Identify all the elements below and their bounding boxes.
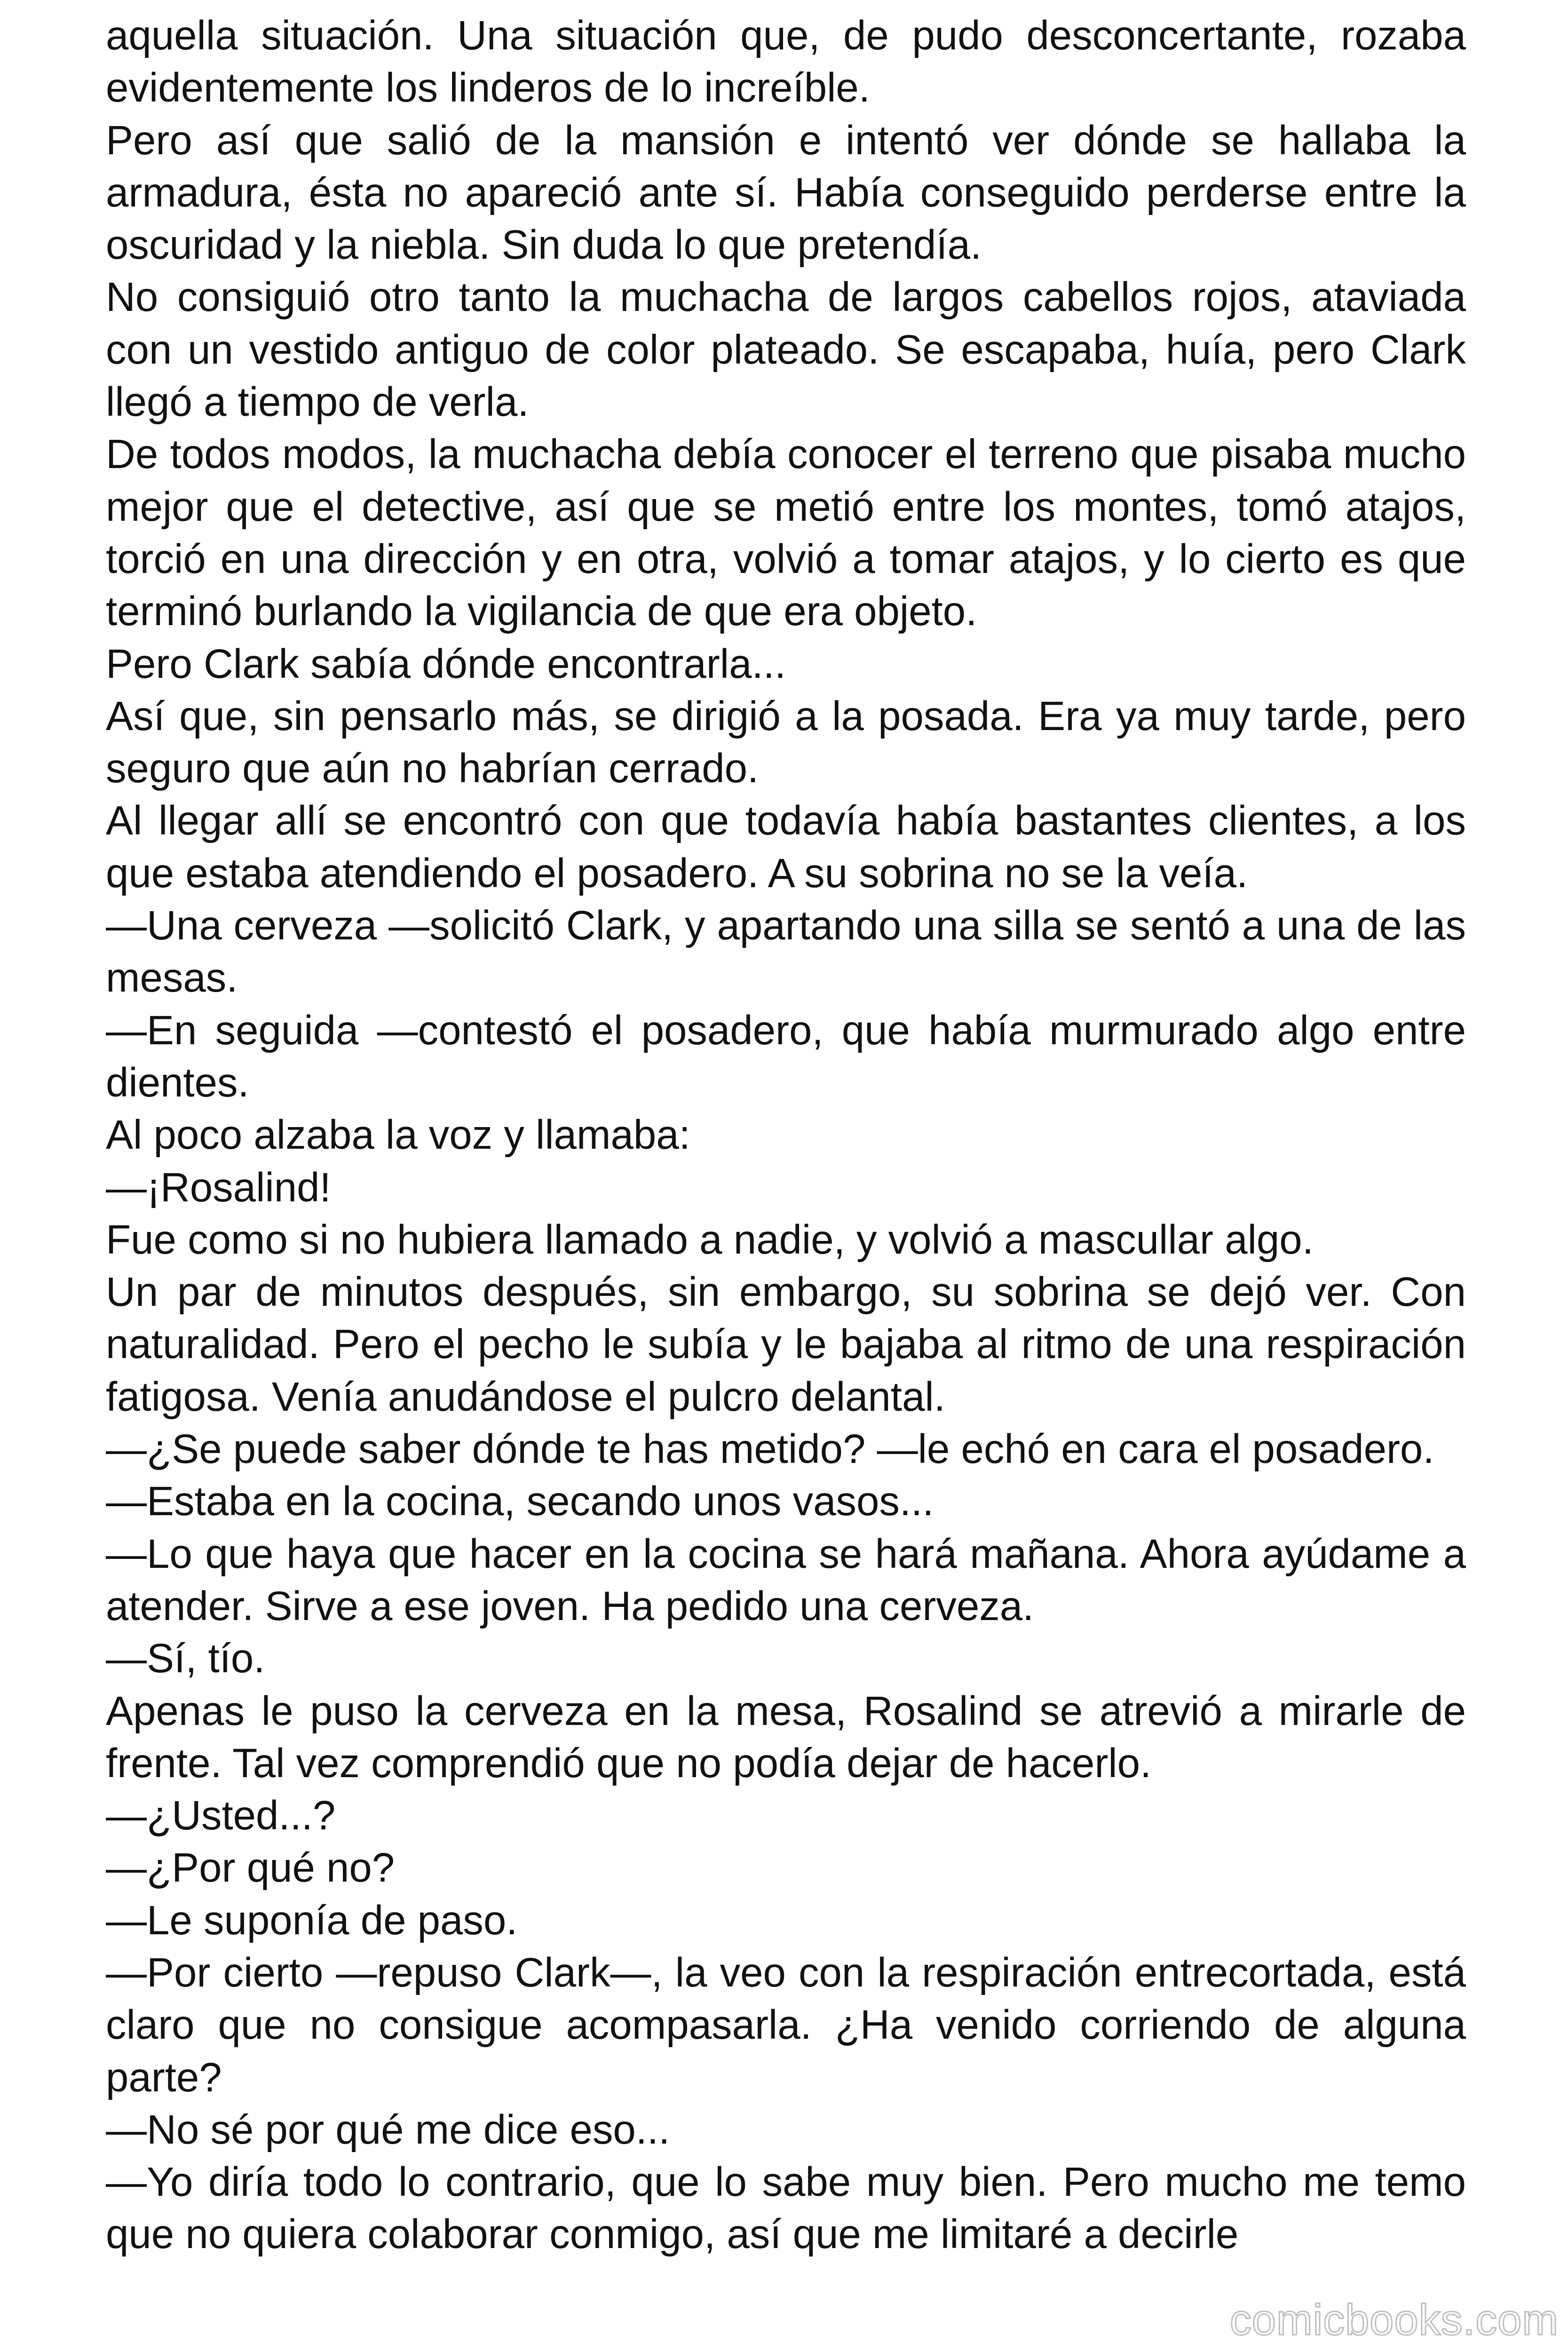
dialogue-line: —¿Por qué no? bbox=[106, 1845, 395, 1891]
paragraph: aquella situación. Una situación que, de pudo desconcertante, rozaba evidentemente los linderos de lo increíble. bbox=[106, 13, 1466, 111]
paragraph: Apenas le puso la cerveza en la mesa, Rosalind se atrevió a mirarle de frente. Tal vez comprendió que no podía dejar de hacerlo. bbox=[106, 1688, 1466, 1786]
dialogue-line: —¿Usted...? bbox=[106, 1793, 336, 1839]
paragraph: Así que, sin pensarlo más, se dirigió a la posada. Era ya muy tarde, pero seguro que aún no habrían cerrado. bbox=[106, 693, 1466, 792]
paragraph: Fue como si no hubiera llamado a nadie, y volvió a mascullar algo. bbox=[106, 1216, 1314, 1263]
dialogue-line: —Sí, tío. bbox=[106, 1636, 265, 1682]
dialogue-line: —Le suponía de paso. bbox=[106, 1897, 518, 1943]
dialogue-line: —Una cerveza —solicitó Clark, y apartando una silla se sentó a una de las mesas. bbox=[106, 903, 1466, 1001]
paragraph: Un par de minutos después, sin embargo, su sobrina se dejó ver. Con naturalidad. Pero el pecho le subía y le bajaba al ritmo de una respiración fatigosa. Venía anudándose el pulcro delantal. bbox=[106, 1269, 1466, 1420]
paragraph: Pero Clark sabía dónde encontrarla... bbox=[106, 641, 786, 687]
dialogue-line: —En seguida —contestó el posadero, que había murmurado algo entre dientes. bbox=[106, 1007, 1466, 1105]
paragraph: Pero así que salió de la mansión e intentó ver dónde se hallaba la armadura, ésta no apareció ante sí. Había conseguido perderse entre la oscuridad y la niebla. Sin duda lo que pretendía. bbox=[106, 117, 1466, 268]
dialogue-line: —¿Se puede saber dónde te has metido? —le echó en cara el posadero. bbox=[106, 1426, 1434, 1472]
dialogue-line: —Por cierto —repuso Clark—, la veo con la respiración entrecortada, está claro que no consigue acompasarla. ¿Ha venido corriendo de alguna parte? bbox=[106, 1949, 1466, 2100]
paragraph: Al poco alzaba la voz y llamaba: bbox=[106, 1112, 690, 1158]
paragraph: De todos modos, la muchacha debía conocer el terreno que pisaba mucho mejor que el detective, así que se metió entre los montes, tomó atajos, torció en una dirección y en otra, volvió a tomar atajos, y lo cierto es que terminó burlando la vigilancia de que era objeto. bbox=[106, 431, 1466, 635]
dialogue-line: —Yo diría todo lo contrario, que lo sabe muy bien. Pero mucho me temo que no quiera colaborar conmigo, así que me limitaré a decirle bbox=[106, 2159, 1466, 2257]
book-page bbox=[106, 9, 1466, 2261]
dialogue-line: —No sé por qué me dice eso... bbox=[106, 2106, 670, 2153]
dialogue-line: —¡Rosalind! bbox=[106, 1164, 331, 1210]
dialogue-line: —Estaba en la cocina, secando unos vasos... bbox=[106, 1478, 934, 1525]
paragraph: No consiguió otro tanto la muchacha de largos cabellos rojos, ataviada con un vestido antiguo de color plateado. Se escapaba, huía, pero Clark llegó a tiempo de verla. bbox=[106, 274, 1466, 425]
watermark: comicbooks.com bbox=[1229, 2296, 1559, 2344]
paragraph: Al llegar allí se encontró con que todavía había bastantes clientes, a los que estaba atendiendo el posadero. A su sobrina no se la veía. bbox=[106, 798, 1466, 896]
dialogue-line: —Lo que haya que hacer en la cocina se hará mañana. Ahora ayúdame a atender. Sirve a ese joven. Ha pedido una cerveza. bbox=[106, 1531, 1466, 1629]
